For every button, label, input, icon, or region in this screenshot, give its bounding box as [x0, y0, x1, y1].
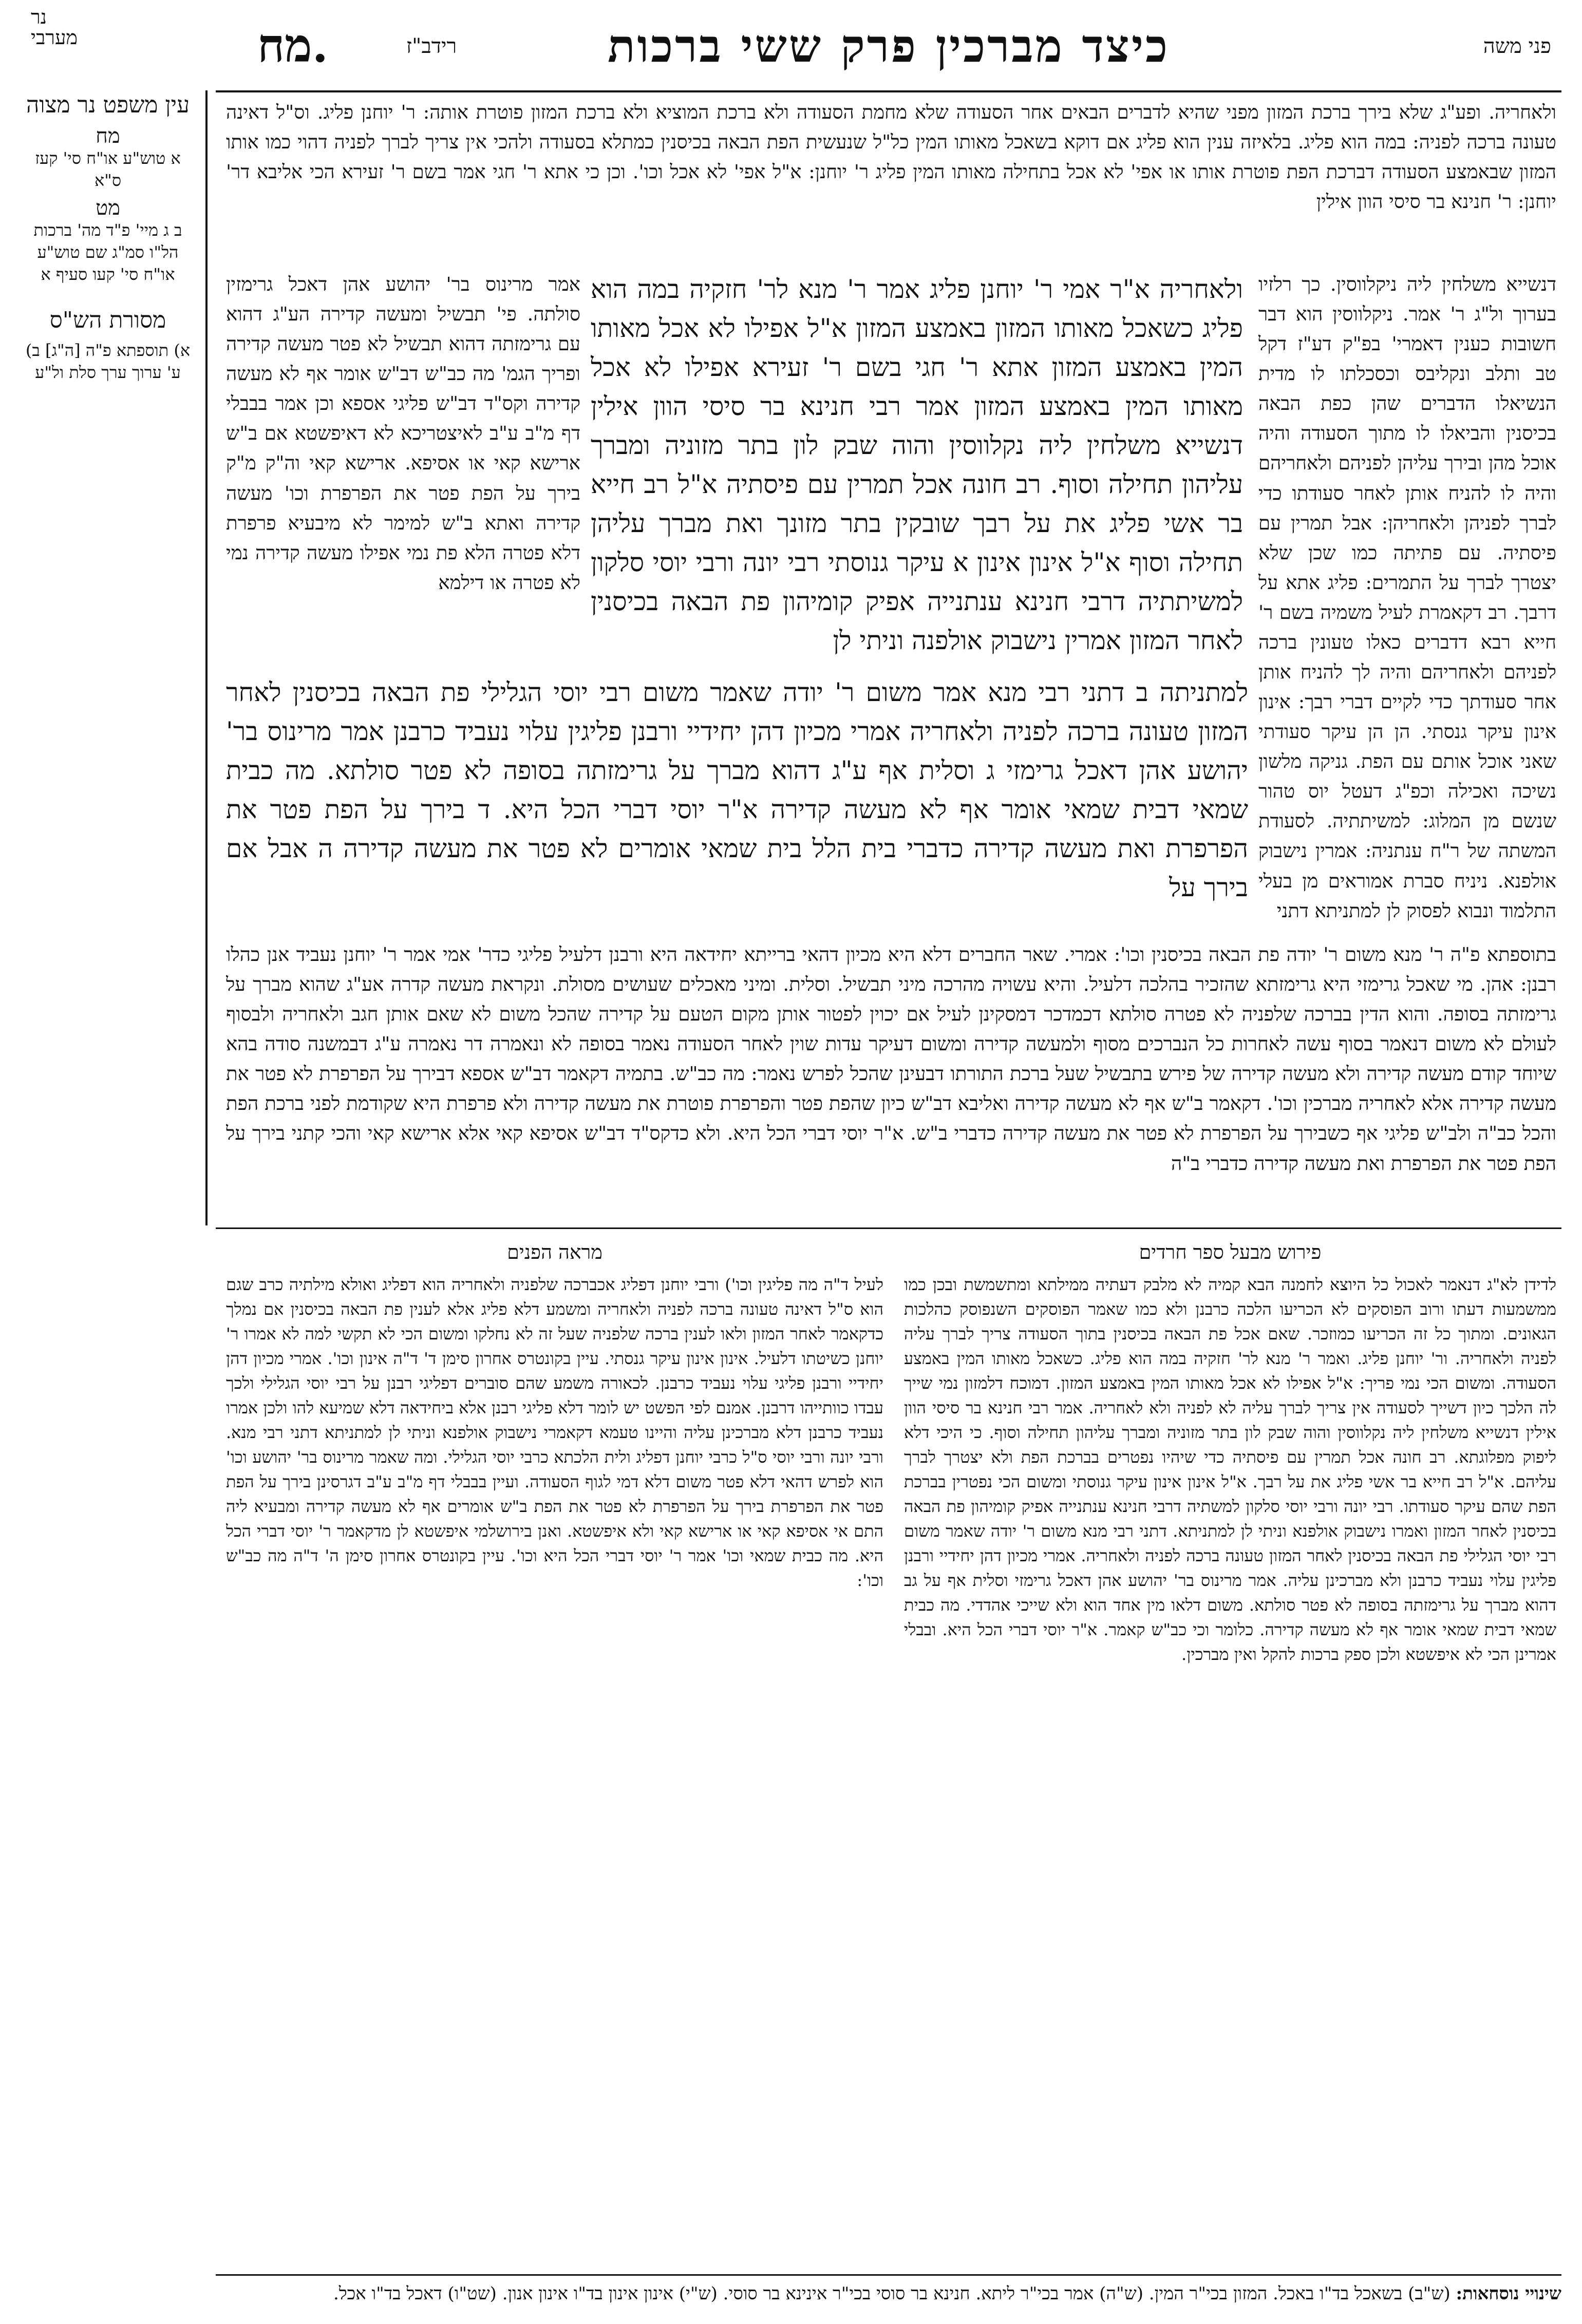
lower-commentary: בתוספתא פ"ה ר' מנא משום ר' יודה פת הבאה בכיסנין וכו': אמרי. שאר החברים דלא היא מכיון דהאי ברייתא יחידאה היא ורבנן דלעיל פליגי כדר' אמי אמר ר' יוחנן נעביד אנן כהלו רבנן: אהן. מי שאכל גרימזי היא גרימזתא שהזכיר בהלכה דלעיל. והיא עשויה מהרכה מיני תבשיל. וסלית. ומיני מאכלים שעושים מסולת. ונקראת מעשה קדרה אע"ג שהוא מברך על גרימזתה בסופה. והוא הדין בברכה שלפניה לא פטרה סולתא דכמדכר דמסקינן לעיל אם יכוין לפטור אותן מקום הטעם על קדירה שהכל משום לא שאם אותן חגב ולאחריה ולבסוף לעולם לא משום דנאמר בסוף עשה לאחרות כל הנברכים מסוף ולמעשה קדירה ומשום דעיקר עדות שוין לאחר הסעודה נאמר בסופה לא ונאמרה דר נאמרה ע"ג דבמשנה סודה בהא שיוחד קודם מעשה קדירה ולא מעשה קדירה של פירש בתבשיל שעל ברכת התורתו דבעינן שהכל לפרש נאמר: מה כב"ש. בתמיה דקאמר דב"ש אספא דבירך על הפרפרת לא פטר את מעשה קדירה אלא לאחריה מברכין וכו'. דקאמר ב"ש אף לא מעשה קדירה ואליבא דב"ש כיון שהפת פטר והפרפרת פוטרת את מעשה קדירה ולא פרפרת היא שקודמת לפני ברכת הפת והכל כב"ה ולב"ש פליגי אף כשבירך על הפרפרת לא פטר את מעשה קדירה כדברי ב"ש. א"ר יוסי דברי הכל היא. ולא כדקס"ד דב"ש אסיפא קאי אלא ארישא קאי והכי קתני בירך על הפת פטר את הפרפרת ואת מעשה קדירה כדברי ב"ה — [226, 943, 1556, 1175]
mareh-hapanim-text: לעיל ד"ה מה פליגין וכו') ורבי יוחנן דפליג אכברכה שלפניה ולאחריה הוא דפליג ואולא מילתיה כרב שגם הוא ס"ל דאינה טעונה ברכה לפניה ולאחריה ומשמע דלא פליג אלא לענין פת הבאה בכיסנין אם נמלך כדקאמר לאחר המזון ולאו לענין ברכה שלפניה שעל זה לא נחלקו ומשום הכי לא תקשי למה לא אמרו ר' יוחנן כשיטתו דלעיל. אינון אינון עיקר גנסתי. עיין בקונטרס אחרון סימן ד' ד"ה אינון וכו'. אמרי מכיון דהן יחידיי ורבנן פליגי עלוי נעביד כרבנן. לכאורה משמע שהם סוברים דפליגי רבנן על רבי יוסי הגלילי ולכך עבדו כוותייהו דרבנן. אמנם לפי הפשט יש לומר דלא פליגי רבנן אלא ביחידאה דלא שמיעא להו ולכן אמרו נעביד כרבנן דלא מברכינן עליה והיינו טעמא דקאמרי נישבוק אולפנא וניתי לן למתניתא דתני רבי מנא. ורבי יונה ורבי יוסי ס"ל כרבי יוחנן דפליג ולית הלכתא כרבי יוסי הגלילי. ומה שאמר מרינוס בר' יהושע וכו' הוא לפרש דהאי דלא פטר משום דלא דמי לגוף הסעודה. ועיין בבבלי דף מ"ב ע"ב דגרסינן בירך על הפת פטר את הפרפרת בירך על הפרפרת לא פטר את הפת ב"ש אומרים אף לא מעשה קדירה ומבעיא ליה התם אי אסיפא קאי או ארישא קאי ולא איפשטא. ואנן בירושלמי איפשטא לן מדקאמר ר' יוסי דברי הכל היא. מה כבית שמאי וכו' אמר ר' יוסי דברי הכל היא וכו'. עיין בקונטרס אחרון סימן ה' ד"ה מה כב"ש וכו': — [226, 1275, 883, 1590]
pirush-title: פירוש מבעל ספר חרדים — [1139, 1241, 1322, 1263]
sidebar — [21, 92, 195, 406]
textual-variants-text: (ש"ב) בשאכל בד"ו באכל. המזון בכי"ר המין. (ש"ה) אמר בכי"ר ליתא. חנינא בר סוסי בכי"ר אינינא בר סוסי. (ש"י) אינון אינון בד"ו אינון אנון. (שט"ו) דאכל בד"ו אכל. — [333, 2283, 1451, 2304]
ein-mishpat-entry-label: מח — [96, 124, 120, 148]
textual-variants — [216, 2280, 1561, 2308]
top-commentary: ולאחריה. ופע"ג שלא בירך ברכת המזון מפני שהיא לדברים הבאים אחר הסעודה שלא מחמת הסעודה ולא ברכת המוציא ולא ברכת המזון פוטרת אותה: ר' יוחנן פליג. וס"ל דאינה טעונה ברכה לפניה: במה הוא פליג. בלאיזה ענין הוא פליג אם דוקא בשאכל מאותו המין כל"ל שנעשית הפת הבאה בכיסנין כמתלא בסעודה ולהכי אין צריך לברך לפניה דהוי כמו אותו המזון שבאמצע הסעודה דברכת הפת פוטרת אותו או אפי' לא אכל בתחילה מאותו המין פליג ר' יוחנן: א"ל אפי' לא אכל וכו'. וכן כי אתא ר' חגי אמר בשם ר' זעירא הכי אליבא דר' יוחנן: ר' חנינא בר סיסי הוון אילין — [226, 101, 1556, 213]
ner-label: נר — [31, 6, 47, 28]
mareh-hapanim-title: מראה הפנים — [507, 1241, 602, 1263]
section-rule — [216, 1227, 1561, 1229]
pirush-text: לדידן לא"ג דנאמר לאכול כל היוצא לחמנה הבא קמיה לא מלבק דעתיה ממילתא ומתשמשת ובכן כמו ממשמעות דעתו ורוב הפוסקים לא הכריעו הלכה כרבנן ולא כמו שאמר הפוסקים השנפוסק כהלכות הגאונים. ומתוך כל זה הכריעו כמוזכר. שאם אכל פת הבאה בכיסנין בתוך הסעודה צריך לברך עליה לפניה ולאחריה. ור' יוחנן פליג. ואמר ר' מנא לר' חזקיה במה הוא פליג. כשאכל מאותו המין באמצע הסעודה. ומשום הכי נמי פריך: א"ל אפילו לא אכל מאותו המין באמצע המזון. דמוכח דלמזון נמי שייך לה הלכך כיון דשייך לסעודה אין צריך לברך עליה לא לפניה ולא לאחריה. אמר רבי חנינא בר סיסי הוון אילין דנשייא משלחין ליה נקלווסין והוה שבק לון בתר מזוניה ומברך עליהון תחילה וסוף. כי היכי דלא ליפוק מפלוגתא. רב חונה אכל תמרין עם פיסתיה כדי שיהיו נפטרים בברכת הפת ולא יצטרך לברך עליהם. א"ל רב חייא בר אשי פליג את על רבך. א"ל אינון אינון עיקר גנוסתי ומשום הכי נפטרין בברכת הפת שהם עיקר סעודתו. רבי יונה ורבי יוסי סלקון למשתיה דרבי חנינא ענתנייה אפיק קומיהון פת הבאה בכיסנין לאחר המזון ואמרו נישבוק אולפנא וניתי לן למתניתא. דתני רבי מנא משום ר' יודה שאמר משום רבי יוסי הגלילי פת הבאה בכיסנין לאחר המזון טעונה ברכה לפניה ולאחריה. אמרי מכיון דהן יחידיי ורבנן פליגין עלוי נעביד כרבנן ולא מברכינן עליה. אמר מרינוס בר' יהושע אהן דאכל גרימזי וסלית אף על גב דהוא מברך על גרימזתה בסופה לא פטר סולתא. משום דלאו מין אחד הוא ולא שייכי אהדדי. מה כבית שמאי דבית שמאי אומר אף לא מעשה קדירה. כלומר וכי כב"ש קאמר. א"ר יוסי דברי הכל היא. ובבלי אמרינן הכי לא איפשטא ולכן ספק ברכות להקל ואין מברכין. — [904, 1275, 1556, 1664]
ner-maaravi-header — [31, 7, 236, 84]
gemara-continuation: למתניתה ב דתני רבי מנא אמר משום ר' יודה שאמר משום רבי יוסי הגלילי פת הבאה בכיסנין לאחר המזון טעונה ברכה לפניה ולאחריה אמרי מכיון דהן יחידיי ורבנן פליגין עלוי נעביד כרבנן אמר מרינוס בר' יהושע אהן דאכל גרימזי ג וסלית אף ע"ג דהוא מברך על גרימזתה בסופה לא פטר סולתא. מה כבית שמאי דבית שמאי אומר אף לא מעשה קדירה א"ר יוסי דברי הכל היא. ד בירך על הפת פטר את הפרפרת ואת מעשה קדירה כדברי בית הלל בית שמאי אומרים לא פטר את מעשה קדירה ה אבל אם בירך על — [226, 677, 1248, 902]
mesoret-title: מסורת הש"ס — [49, 307, 166, 333]
textual-variants-label: שינויי נוסחאות: — [1456, 2283, 1561, 2304]
ein-mishpat-entry-text: א טוש"ע או"ח סי' קעז ס"א — [35, 148, 181, 190]
rashi-column: דנשייא משלחין ליה ניקלווסין. כך רלזיו בערוך ול"ג ר' אמר. ניקלווסין הוא דבר חשובות כענין דאמרי' בפ"ק דע"ז דקל טב ותלב ונקליבס וכסכלתו לו מדית הנשיאלו הדברים שהן כפת הבאה בכיסנין והביאלו לו מתוך הסעודה והיה אוכל מהן ובירך עליהן לפניהם ולאחריהם והיה לו להניח אותן לאחר סעודתו כדי לברך לפניהן ולאחריהן: אבל תמרין עם פיסתיה. עם פתיתה כמו שכן שלא יצטרך לברך על התמרים: פליג אתא על דרבך. רב דקאמרת לעיל משמיה בשם ר' חייא רבא דדברים כאלו טעונין ברכה לפניהם ולאחריהם והיה לך להניח אותן אחר סעודתך כדי לקיים דברי רבך: אינון אינון עיקר גנסתי. הן הן עיקר סעודתי שאני אוכל אותם עם הפת. גניקה מלשון נשיכה ואכילה וכפ"ג דעטל יוס טהור שנשם מן המלוג: למשיתתיה. לסעודת המשתה של ר"ח ענתניה: אמרין נישבוק אולפנא. ניניח סברת אמוראים מן בעלי התלמוד ונבוא לפסוק לן למתניתא דתני — [1258, 273, 1556, 922]
ein-mishpat-entry-text: ב ג מיי' פ"ד מה' ברכות הל"ו סמ"ג שם טוש"ע או"ח סי' קעו סעיף א — [33, 220, 182, 285]
sidebar-divider — [205, 90, 208, 1225]
ein-mishpat-title: עין משפט נר מצוה — [26, 92, 190, 118]
footer-rule — [216, 2274, 1561, 2276]
pnei-moshe-label: פני משה — [1483, 34, 1551, 58]
ridbaz-label: רידב"ז — [406, 34, 457, 58]
mesoret-hashas-block — [21, 308, 195, 384]
ein-mishpat-entry-label: מט — [96, 196, 120, 220]
page-title: כיצד מברכין פרק ששי ברכות — [607, 18, 1170, 72]
pirush-column — [904, 1238, 1556, 2270]
gemara-side-text: אמר מרינוס בר' יהושע אהן דאכל גרימזין סולתה. פי' תבשיל ומעשה קדירה הע"ג דהוא עם גרימזתה דהוא תבשיל לא פטר מעשה קדירה ופריך הגמ' מה כב"ש דב"ש אומר אף לא מעשה קדירה וקס"ד דב"ש פליגי אספא וכן אמר בבבלי דף מ"ב ע"ב לאיצטריכא לא דאיפשטא אם ב"ש ארישא קאי או אסיפא. ארישא קאי וה"ק מ"ק בירך על הפת פטר את הפרפרת וכו' מעשה קדירה ואתא ב"ש למימר לא מיבעיא פרפרת דלא פטרה הלא פת נמי אפילו מעשה קדירה נמי לא פטרה או דילמא — [226, 273, 580, 594]
ein-mishpat-block — [21, 92, 195, 286]
folio-number: מח. — [257, 18, 328, 73]
mesoret-text: א) תוספתא פ"ה [ה"ג] ב) ע' ערוך ערך סלת ול"ע — [25, 341, 191, 383]
maaravi-label: מערבי — [31, 26, 78, 49]
mareh-hapanim-column — [226, 1238, 883, 2270]
header-rule — [216, 90, 1561, 92]
gemara-main-text: ולאחריה א"ר אמי ר' יוחנן פליג אמר ר' מנא לר' חזקיה במה הוא פליג כשאכל מאותו המזון באמצע המזון א"ל אפילו לא אכל מאותו המין באמצע המזון אתא ר' חגי בשם ר' זעירא אפילו לא אכל מאותו המין באמצע המזון אמר רבי חנינא בר סיסי הוון אילין דנשייא משלחין ליה נקלווסין והוה שבק לון בתר מזוניה ומברך עליהון תחילה וסוף. רב חונה אכל תמרין עם פיסתיה א"ל רב חייא בר אשי פליג את על רבך שובקין בתר מזונך ואת מברך עליהן תחילה וסוף א"ל אינון אינון א עיקר גנוסתי רבי יונה ורבי יוסי סלקון למשיתתיה דרבי חנינא ענתנייה אפיק קומיהון פת הבאה בכיסנין לאחר המזון אמרין נישבוק אולפנה וניתי לן — [591, 274, 1243, 655]
